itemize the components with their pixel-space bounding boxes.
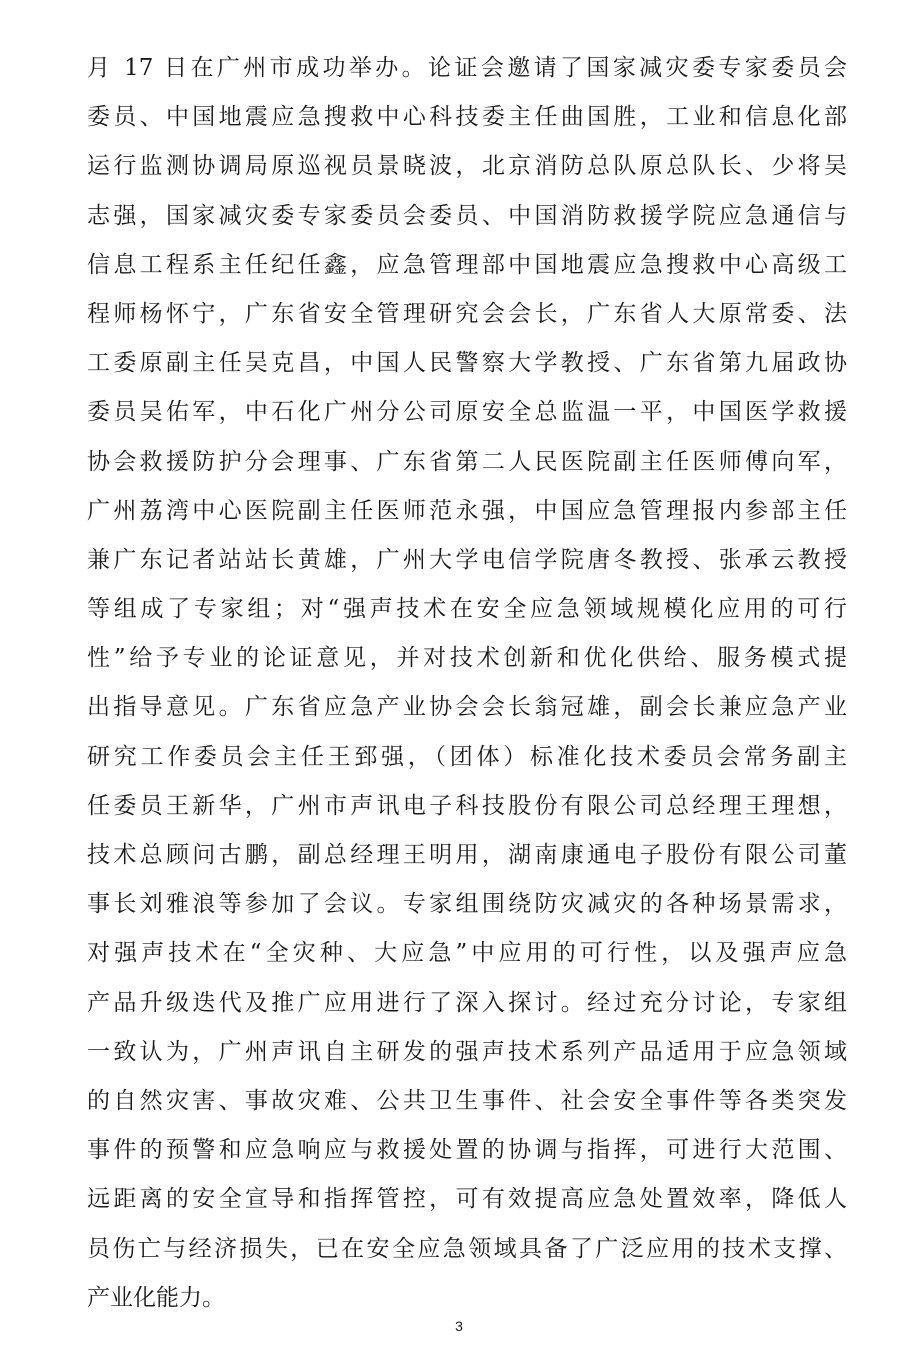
text-line: 产业化能力。 — [87, 1284, 225, 1311]
text-line: 运行监测协调局原巡视员景晓波，北京消防总队原总队长、少将吴 — [87, 153, 847, 180]
text-line: 工委原副主任吴克昌，中国人民警察大学教授、广东省第九届政协 — [87, 350, 847, 377]
text-line: 的自然灾害、事故灾难、公共卫生事件、社会安全事件等各类突发 — [87, 1087, 847, 1114]
text-line: 事件的预警和应急响应与救援处置的协调与指挥，可进行大范围、 — [87, 1137, 847, 1164]
text-line: 员伤亡与经济损失，已在安全应急领域具备了广泛应用的技术支撑、 — [87, 1235, 847, 1262]
body-text — [87, 44, 847, 1323]
text-line: 广州荔湾中心医院副主任医师范永强，中国应急管理报内参部主任 — [87, 497, 847, 524]
text-line: 研究工作委员会主任王郅强，（团体）标准化技术委员会常务副主 — [87, 743, 847, 770]
text-line: 协会救援防护分会理事、广东省第二人民医院副主任医师傅向军， — [87, 448, 847, 475]
text-line: 月 17 日在广州市成功举办。论证会邀请了国家减灾委专家委员会 — [87, 55, 847, 81]
text-line: 任委员王新华，广州市声讯电子科技股份有限公司总经理王理想， — [87, 792, 847, 819]
text-line: 志强，国家减灾委专家委员会委员、中国消防救援学院应急通信与 — [87, 202, 847, 229]
text-line: 兼广东记者站站长黄雄，广州大学电信学院唐冬教授、张承云教授 — [87, 546, 847, 573]
text-line: 程师杨怀宁，广东省安全管理研究会会长，广东省人大原常委、法 — [87, 300, 847, 327]
text-line: 产品升级迭代及推广应用进行了深入探讨。经过充分讨论，专家组 — [87, 989, 847, 1016]
text-line: 技术总顾问古鹏，副总经理王明用，湖南康通电子股份有限公司董 — [87, 842, 847, 868]
text-line: 信息工程系主任纪任鑫，应急管理部中国地震应急搜救中心高级工 — [87, 251, 847, 278]
text-line: 事长刘雅浪等参加了会议。专家组围绕防灾减灾的各种场景需求， — [87, 891, 847, 918]
text-line: 性”给予专业的论证意见，并对技术创新和优化供给、服务模式提 — [87, 645, 847, 672]
text-line: 一致认为，广州声讯自主研发的强声技术系列产品适用于应急领域 — [87, 1038, 847, 1065]
page-number: 3 — [455, 1318, 463, 1334]
text-line: 委员吴佑军，中石化广州分公司原安全总监温一平，中国医学救援 — [87, 399, 847, 426]
text-line: 对强声技术在“全灾种、大应急”中应用的可行性，以及强声应急 — [87, 940, 847, 967]
text-line: 出指导意见。广东省应急产业协会会长翁冠雄，副会长兼应急产业 — [87, 694, 847, 721]
text-line: 等组成了专家组；对“强声技术在安全应急领域规模化应用的可行 — [87, 596, 847, 623]
text-line: 委员、中国地震应急搜救中心科技委主任曲国胜，工业和信息化部 — [87, 104, 847, 131]
text-line: 远距离的安全宣导和指挥管控，可有效提高应急处置效率，降低人 — [87, 1186, 847, 1213]
